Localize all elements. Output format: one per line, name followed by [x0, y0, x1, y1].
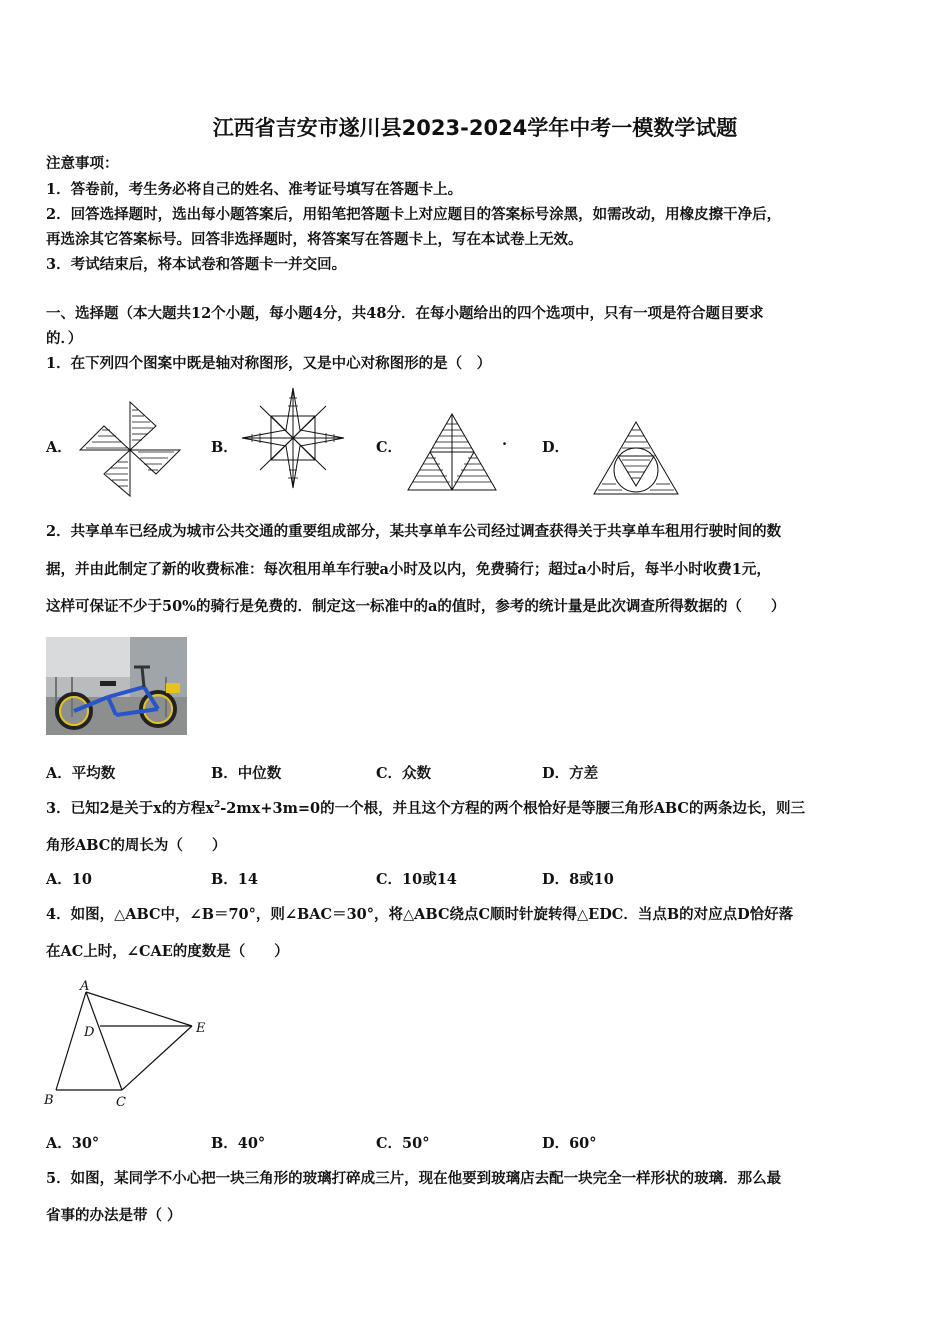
q3-stem-part: 3．已知2是关于x的方程x: [46, 800, 214, 817]
q4-stem: 在AC上时，∠CAE的度数是（ ）: [46, 943, 289, 960]
q3-option: D．8或10: [542, 871, 614, 888]
q2-stem: 据，并由此制定了新的收费标准：每次租用单车行驶a小时及以内，免费骑行；超过a小时后，每半小时收费1元，: [46, 561, 771, 578]
q2-stem: 这样可保证不少于50%的骑行是免费的．制定这一标准中的a的值时，参考的统计量是此次调查所得数据的（ ）: [46, 598, 786, 615]
q3-option: A．10: [46, 871, 92, 888]
point-label-e: E: [196, 1021, 206, 1036]
q5-stem: 省事的办法是带（ ）: [46, 1207, 182, 1224]
page-title: 江西省吉安市遂川县2023-2024学年中考一模数学试题: [212, 116, 738, 140]
point-label-c: C: [116, 1095, 126, 1110]
q5-stem: 5．如图，某同学不小心把一块三角形的玻璃打碎成三片，现在他要到玻璃店去配一块完全一样形状的玻璃．那么最: [46, 1170, 782, 1187]
compass-star-figure: [240, 386, 346, 490]
shared-bike-photo: [46, 637, 187, 735]
section-heading-cont: 的．）: [46, 330, 83, 347]
q3-stem: 角形ABC的周长为（ ）: [46, 837, 227, 854]
q3-option: B．14: [211, 871, 258, 888]
hatched-triangle-figure: [406, 412, 498, 492]
point-label-d: D: [84, 1025, 95, 1040]
q1-option-c-label: C．: [376, 439, 403, 456]
q2-option: C．众数: [376, 765, 432, 782]
notice-item: 2．回答选择题时，选出每小题答案后，用铅笔把答题卡上对应题目的答案标号涂黑，如需改动，用橡皮擦干净后，: [46, 206, 782, 223]
q1-stem: 1．在下列四个图案中既是轴对称图形，又是中心对称图形的是（ ）: [46, 355, 492, 372]
segment-ab: [56, 992, 86, 1090]
notice-item: 1．答卷前，考生务必将自己的姓名、准考证号填写在答题卡上。: [46, 181, 463, 198]
point-label-b: B: [44, 1093, 54, 1108]
separator-dot: .: [502, 432, 508, 449]
q3-option: C．10或14: [376, 871, 457, 888]
q3-stem-part: -2mx+3m=0的一个根，并且这个方程的两个根恰好是等腰三角形ABC的两条边长，则三: [220, 800, 805, 817]
section-heading: 一、选择题（本大题共12个小题，每小题4分，共48分．在每小题给出的四个选项中，只有一项是符合题目要求: [46, 305, 764, 322]
q2-option: A．平均数: [46, 765, 116, 782]
q3-exponent: 2: [213, 800, 221, 811]
q4-option: C．50°: [376, 1135, 430, 1152]
q3-stem: [46, 797, 805, 818]
q1-option-b-label: B．: [211, 439, 238, 456]
q1-option-a-label: A．: [46, 439, 72, 456]
q4-option: A．30°: [46, 1135, 100, 1152]
q4-option: D．60°: [542, 1135, 597, 1152]
notice-item: 再选涂其它答案标号。回答非选择题时，将答案写在答题卡上，写在本试卷上无效。: [46, 231, 583, 248]
segment-ae: [86, 992, 192, 1026]
q1-option-d-label: D．: [542, 439, 570, 456]
pinwheel-figure: [78, 400, 182, 498]
rotation-triangle-figure: [42, 976, 214, 1112]
q4-option: B．40°: [211, 1135, 266, 1152]
point-label-a: A: [80, 979, 90, 994]
notice-item: 3．考试结束后，将本试卷和答题卡一并交回。: [46, 256, 347, 273]
triangle-circle-figure: [592, 420, 680, 496]
q2-option: D．方差: [542, 765, 599, 782]
q2-stem: 2．共享单车已经成为城市公共交通的重要组成部分，某共享单车公司经过调查获得关于共享单车租用行驶时间的数: [46, 523, 782, 540]
q2-option: B．中位数: [211, 765, 282, 782]
q4-stem: 4．如图，△ABC中，∠B＝70°，则∠BAC＝30°，将△ABC绕点C顺时针旋转得△EDC．当点B的对应点D恰好落: [46, 906, 794, 923]
notice-heading: 注意事项：: [46, 155, 119, 172]
segment-ec: [122, 1026, 192, 1090]
segment-ac: [86, 992, 122, 1090]
